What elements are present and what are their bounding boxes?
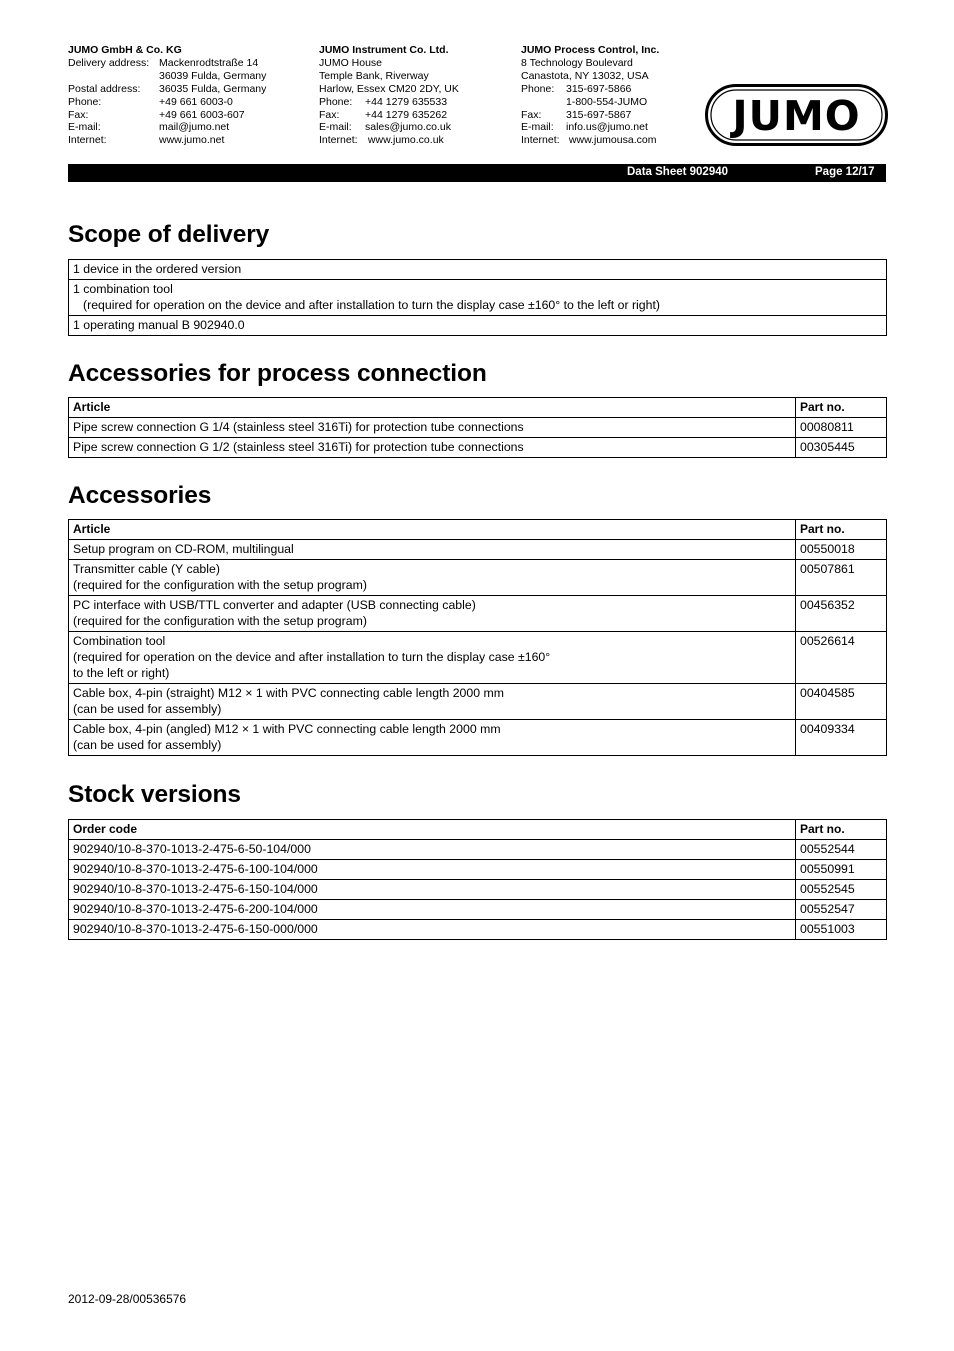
company-name: JUMO Instrument Co. Ltd. (319, 44, 449, 56)
table-row: 1 device in the ordered version (69, 260, 887, 280)
address-jumo-uk: JUMO Instrument Co. Ltd. JUMO House Temple Bank, Riverway Harlow, Essex CM20 2DY, UK Phone: +44 1279 635533 Fax: +44 1279 635262 E-mail: sales@jumo.co.uk Internet: www.jumo.co.uk (319, 44, 459, 147)
table-header-row: Article Part no. (69, 520, 887, 540)
table-row: Combination tool (required for operation on the device and after installation to turn the display case ±160° to the left or right) 00526614 (69, 632, 887, 684)
table-row: 1 combination tool (required for operation on the device and after installation to turn the display case ±160° to the left or right) (69, 280, 887, 316)
table-row: 902940/10-8-370-1013-2-475-6-150-000/000 00551003 (69, 920, 887, 940)
stock-versions-heading: Stock versions (68, 781, 241, 808)
table-row: Pipe screw connection G 1/4 (stainless steel 316Ti) for protection tube connections 00080811 (69, 418, 887, 438)
jumo-logo (705, 84, 888, 146)
table-header-row: Article Part no. (69, 398, 887, 418)
table-row: Cable box, 4-pin (angled) M12 × 1 with PVC connecting cable length 2000 mm (can be used for assembly) 00409334 (69, 720, 887, 756)
company-name: JUMO GmbH & Co. KG (68, 44, 182, 56)
address-jumo-germany: JUMO GmbH & Co. KG Delivery address: Mackenrodtstraße 14 36039 Fulda, Germany Postal address: 36035 Fulda, Germany Phone: +49 661 6003-0 Fax: +49 661 6003-607 E-mail: mail@jumo.net Internet: www.jumo.net (68, 44, 267, 147)
stock-versions-table (68, 819, 887, 940)
accessories-table (68, 519, 887, 756)
table-row: Transmitter cable (Y cable) (required for the configuration with the setup program) 00507861 (69, 560, 887, 596)
table-row: PC interface with USB/TTL converter and adapter (USB connecting cable) (required for the configuration with the setup program) 00456352 (69, 596, 887, 632)
document-footer: 2012-09-28/00536576 (68, 1292, 187, 1306)
svg-text:JUMO: JUMO (732, 92, 861, 140)
accessories-heading: Accessories (68, 482, 212, 509)
table-row: Pipe screw connection G 1/2 (stainless steel 316Ti) for protection tube connections 00305445 (69, 438, 887, 458)
table-row: Cable box, 4-pin (straight) M12 × 1 with PVC connecting cable length 2000 mm (can be used for assembly) 00404585 (69, 684, 887, 720)
scope-heading: Scope of delivery (68, 221, 270, 248)
company-name: JUMO Process Control, Inc. (521, 44, 660, 56)
table-row: 902940/10-8-370-1013-2-475-6-50-104/000 00552544 (69, 840, 887, 860)
table-row: 902940/10-8-370-1013-2-475-6-100-104/000 00550991 (69, 860, 887, 880)
data-sheet-number: Data Sheet 902940 (627, 166, 729, 178)
table-row: 1 operating manual B 902940.0 (69, 316, 887, 336)
table-row: 902940/10-8-370-1013-2-475-6-150-104/000 00552545 (69, 880, 887, 900)
header-bar (68, 164, 886, 182)
scope-table (68, 259, 887, 336)
table-header-row: Order code Part no. (69, 820, 887, 840)
page-number: Page 12/17 (815, 166, 875, 178)
table-row: 902940/10-8-370-1013-2-475-6-200-104/000 00552547 (69, 900, 887, 920)
address-jumo-usa: JUMO Process Control, Inc. 8 Technology Boulevard Canastota, NY 13032, USA Phone: 315-697-5866 1-800-554-JUMO Fax: 315-697-5867 E-mail: info.us@jumo.net Internet: www.jumousa.com (521, 44, 660, 147)
process-accessories-heading: Accessories for process connection (68, 360, 487, 387)
process-accessories-table (68, 397, 887, 458)
table-row: Setup program on CD-ROM, multilingual 00550018 (69, 540, 887, 560)
